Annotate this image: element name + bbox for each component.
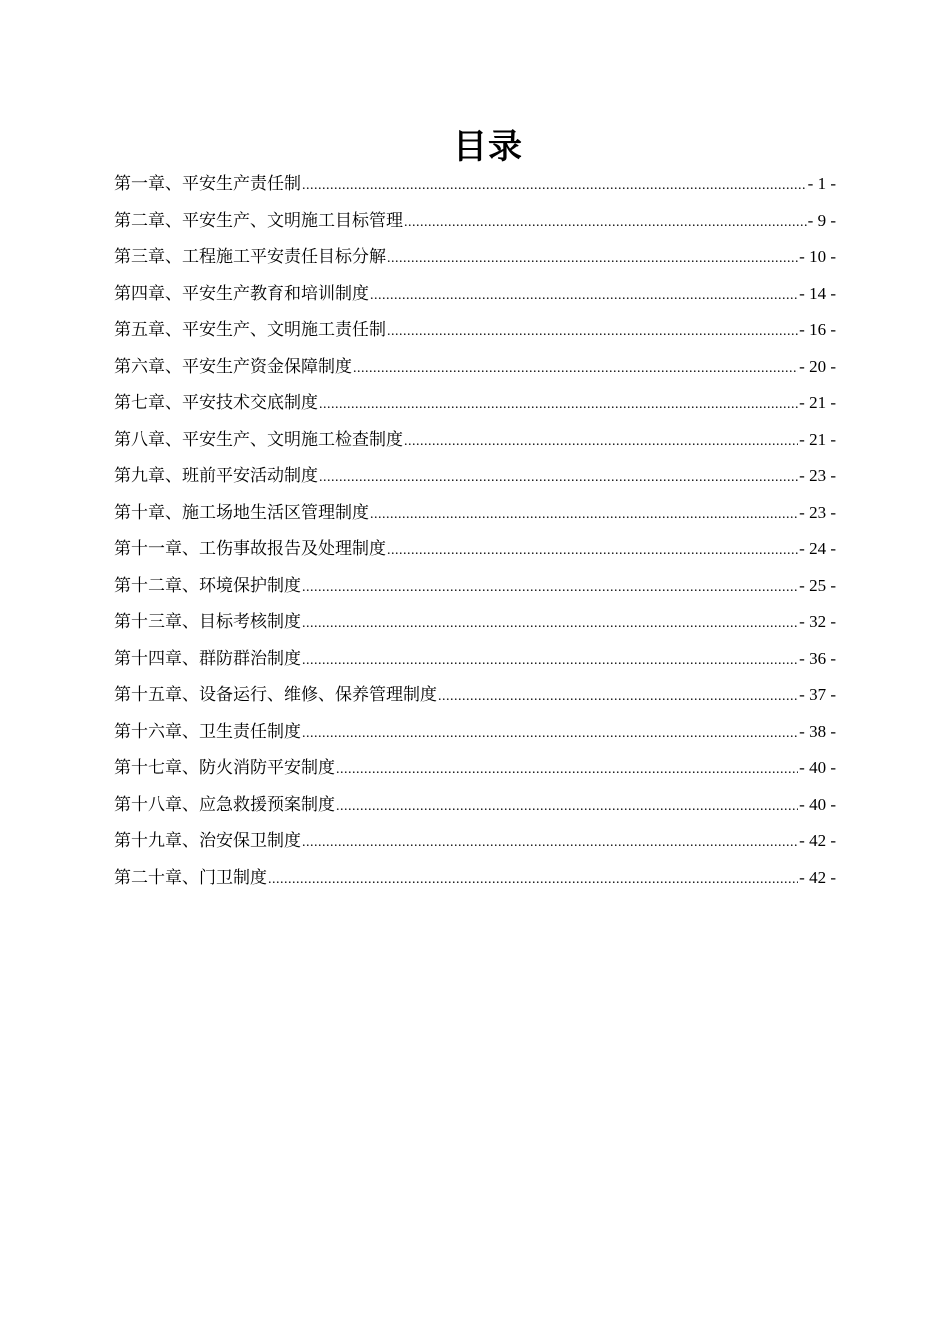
- toc-entry[interactable]: [114, 568, 836, 605]
- toc-entry-label: 第七章、平安技术交底制度: [114, 393, 318, 413]
- toc-entry[interactable]: [114, 677, 836, 714]
- toc-entry[interactable]: [114, 641, 836, 678]
- toc-entry-label: 第十八章、应急救援预案制度: [114, 794, 335, 815]
- toc-entry-label: 第二章、平安生产、文明施工目标管理: [114, 210, 403, 231]
- toc-entry-label: 第十四章、群防群治制度: [114, 648, 301, 669]
- toc-entry-label: 第十章、施工场地生活区管理制度: [114, 502, 369, 523]
- toc-dot-leader: [336, 789, 798, 826]
- toc-entry[interactable]: [114, 860, 836, 897]
- toc-entry-page: - 9 -: [807, 210, 836, 230]
- toc-dot-leader: [353, 351, 798, 388]
- toc-dot-leader: [370, 497, 798, 534]
- toc-entry-label: 第十五章、设备运行、维修、保养管理制度: [114, 685, 437, 705]
- toc-entry-label: 第九章、班前平安活动制度: [114, 466, 318, 486]
- toc-entry-page: - 40 -: [799, 758, 836, 777]
- toc-entry-label: 第五章、平安生产、文明施工责任制: [114, 320, 386, 340]
- toc-entry-page: - 42 -: [799, 867, 836, 887]
- toc-entry[interactable]: [114, 276, 836, 313]
- toc-entry[interactable]: [114, 714, 836, 751]
- toc-dot-leader: [268, 862, 798, 899]
- toc-dot-leader: [370, 278, 798, 315]
- toc-entry-page: - 1 -: [807, 174, 836, 193]
- toc-entry-label: 第十一章、工伤事故报告及处理制度: [114, 539, 386, 559]
- toc-entry[interactable]: [114, 458, 836, 495]
- toc-entry-page: - 37 -: [799, 685, 836, 704]
- toc-entry-page: - 23 -: [799, 502, 836, 522]
- toc-dot-leader: [302, 606, 798, 643]
- toc-entry-label: 第四章、平安生产教育和培训制度: [114, 283, 369, 304]
- toc-dot-leader: [302, 570, 798, 607]
- toc-entry[interactable]: [114, 823, 836, 860]
- toc-dot-leader: [302, 825, 798, 862]
- toc-entry-page: - 16 -: [799, 320, 836, 339]
- toc-entry-page: - 14 -: [799, 283, 836, 303]
- toc-entry-label: 第十九章、治安保卫制度: [114, 831, 301, 851]
- toc-dot-leader: [438, 679, 798, 716]
- toc-dot-leader: [302, 168, 807, 205]
- toc-entry[interactable]: [114, 422, 836, 459]
- toc-dot-leader: [387, 533, 798, 570]
- toc-dot-leader: [336, 752, 798, 789]
- toc-entry-page: - 21 -: [799, 393, 836, 412]
- toc-list: [114, 166, 836, 896]
- toc-entry-label: 第十六章、卫生责任制度: [114, 721, 301, 742]
- toc-entry-label: 第十七章、防火消防平安制度: [114, 758, 335, 778]
- toc-entry-page: - 40 -: [799, 794, 836, 814]
- toc-dot-leader: [319, 460, 798, 497]
- toc-entry[interactable]: [114, 495, 836, 532]
- toc-dot-leader: [319, 387, 798, 424]
- toc-dot-leader: [387, 241, 798, 278]
- toc-entry-page: - 32 -: [799, 612, 836, 631]
- toc-entry-label: 第二十章、门卫制度: [114, 867, 267, 888]
- toc-entry-page: - 23 -: [799, 466, 836, 485]
- toc-dot-leader: [387, 314, 798, 351]
- toc-dot-leader: [404, 424, 798, 461]
- toc-entry-label: 第一章、平安生产责任制: [114, 174, 301, 194]
- toc-dot-leader: [404, 205, 807, 242]
- toc-entry[interactable]: [114, 385, 836, 422]
- toc-entry[interactable]: [114, 604, 836, 641]
- toc-entry-label: 第八章、平安生产、文明施工检查制度: [114, 429, 403, 450]
- toc-entry-page: - 42 -: [799, 831, 836, 850]
- toc-entry-label: 第六章、平安生产资金保障制度: [114, 356, 352, 377]
- toc-entry-page: - 24 -: [799, 539, 836, 558]
- toc-entry-page: - 25 -: [799, 575, 836, 595]
- toc-entry[interactable]: [114, 531, 836, 568]
- toc-entry-label: 第十二章、环境保护制度: [114, 575, 301, 596]
- toc-entry[interactable]: [114, 750, 836, 787]
- toc-title: 目录: [453, 127, 523, 167]
- toc-entry[interactable]: [114, 787, 836, 824]
- toc-entry[interactable]: [114, 166, 836, 203]
- toc-entry[interactable]: [114, 349, 836, 386]
- toc-entry[interactable]: [114, 312, 836, 349]
- toc-entry[interactable]: [114, 239, 836, 276]
- toc-dot-leader: [302, 643, 798, 680]
- toc-entry-page: - 36 -: [799, 648, 836, 668]
- toc-entry-label: 第十三章、目标考核制度: [114, 612, 301, 632]
- toc-entry-page: - 21 -: [799, 429, 836, 449]
- toc-entry-page: - 20 -: [799, 356, 836, 376]
- toc-dot-leader: [302, 716, 798, 753]
- toc-entry-page: - 38 -: [799, 721, 836, 741]
- toc-entry[interactable]: [114, 203, 836, 240]
- toc-entry-label: 第三章、工程施工平安责任目标分解: [114, 247, 386, 267]
- toc-entry-page: - 10 -: [799, 247, 836, 266]
